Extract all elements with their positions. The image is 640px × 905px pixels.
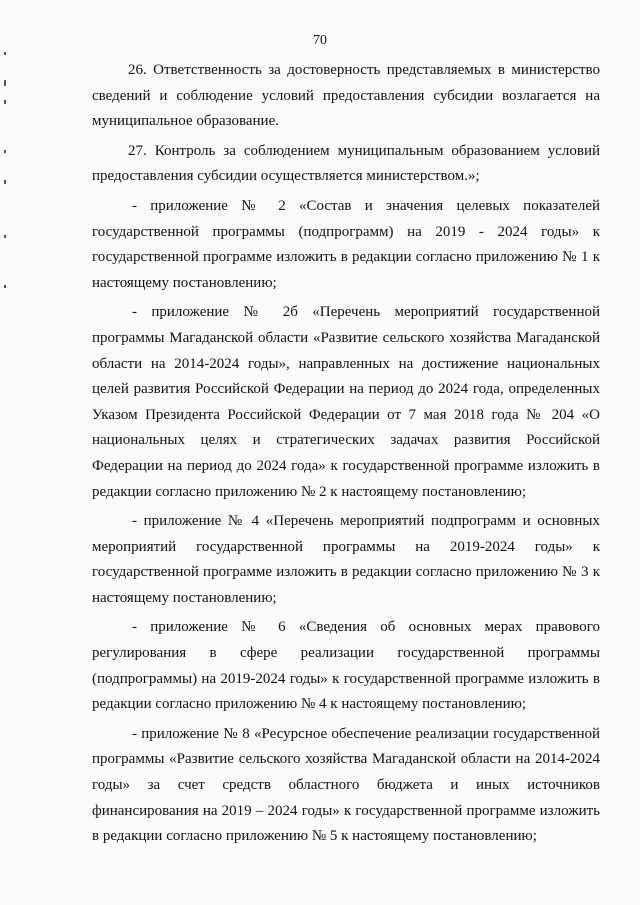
list-item-appendix-4: - приложение № 4 «Перечень мероприятий подпрограмм и основных мероприятий государственной программы на 2019-2024 годы» к государственной программе изложить в редакции согласно приложению № 3 к настоящему постановлению;	[92, 513, 600, 606]
list-item-appendix-2b: - приложение № 2б «Перечень мероприятий государственной программы Магаданской области «Развитие сельского хозяйства Магаданской области на 2014-2024 годы», направленных на достижение национальных целей развития Российской Федерации на период до 2024 года, определенных Указом Президента Российской Федерации от 7 мая 2018 года № 204 «О национальных целях и стратегических задачах развития Российской Федерации на период до 2024 года» к государственной программе изложить в редакции согласно приложению № 2 к настоящему постановлению;	[92, 304, 600, 500]
paragraph-26: 26. Ответственность за достоверность представляемых в министерство сведений и соблюдение условий предоставления субсидии возлагается на муниципальное образование.	[92, 62, 600, 130]
list-item-appendix-8: - приложение № 8 «Ресурсное обеспечение реализации государственной программы «Развитие сельского хозяйства Магаданской области на 2014-2024 годы» за счет средств областного бюджета и иных источников финансирования на 2019 – 2024 годы» к государственной программе изложить в редакции согласно приложению № 5 к настоящему постановлению;	[92, 725, 600, 845]
paragraph-27: 27. Контроль за соблюдением муниципальным образованием условий предоставления субсидии осуществляется министерством.»;	[92, 142, 600, 185]
page-number: 70	[313, 33, 327, 48]
list-item-appendix-6: - приложение № 6 «Сведения об основных мерах правового регулирования в сфере реализации государственной программы (подпрограммы) на 2019-2024 годы» к государственной программе изложить в редакции согласно приложению № 4 к настоящему постановлению;	[92, 619, 600, 713]
document-body	[92, 58, 600, 854]
list-item-appendix-2: - приложение № 2 «Состав и значения целевых показателей государственной программы (подпрограмм) на 2019 - 2024 годы» к государственной программе изложить в редакции согласно приложению № 1 к настоящему постановлению;	[92, 197, 600, 291]
scan-margin-marks	[0, 0, 14, 905]
